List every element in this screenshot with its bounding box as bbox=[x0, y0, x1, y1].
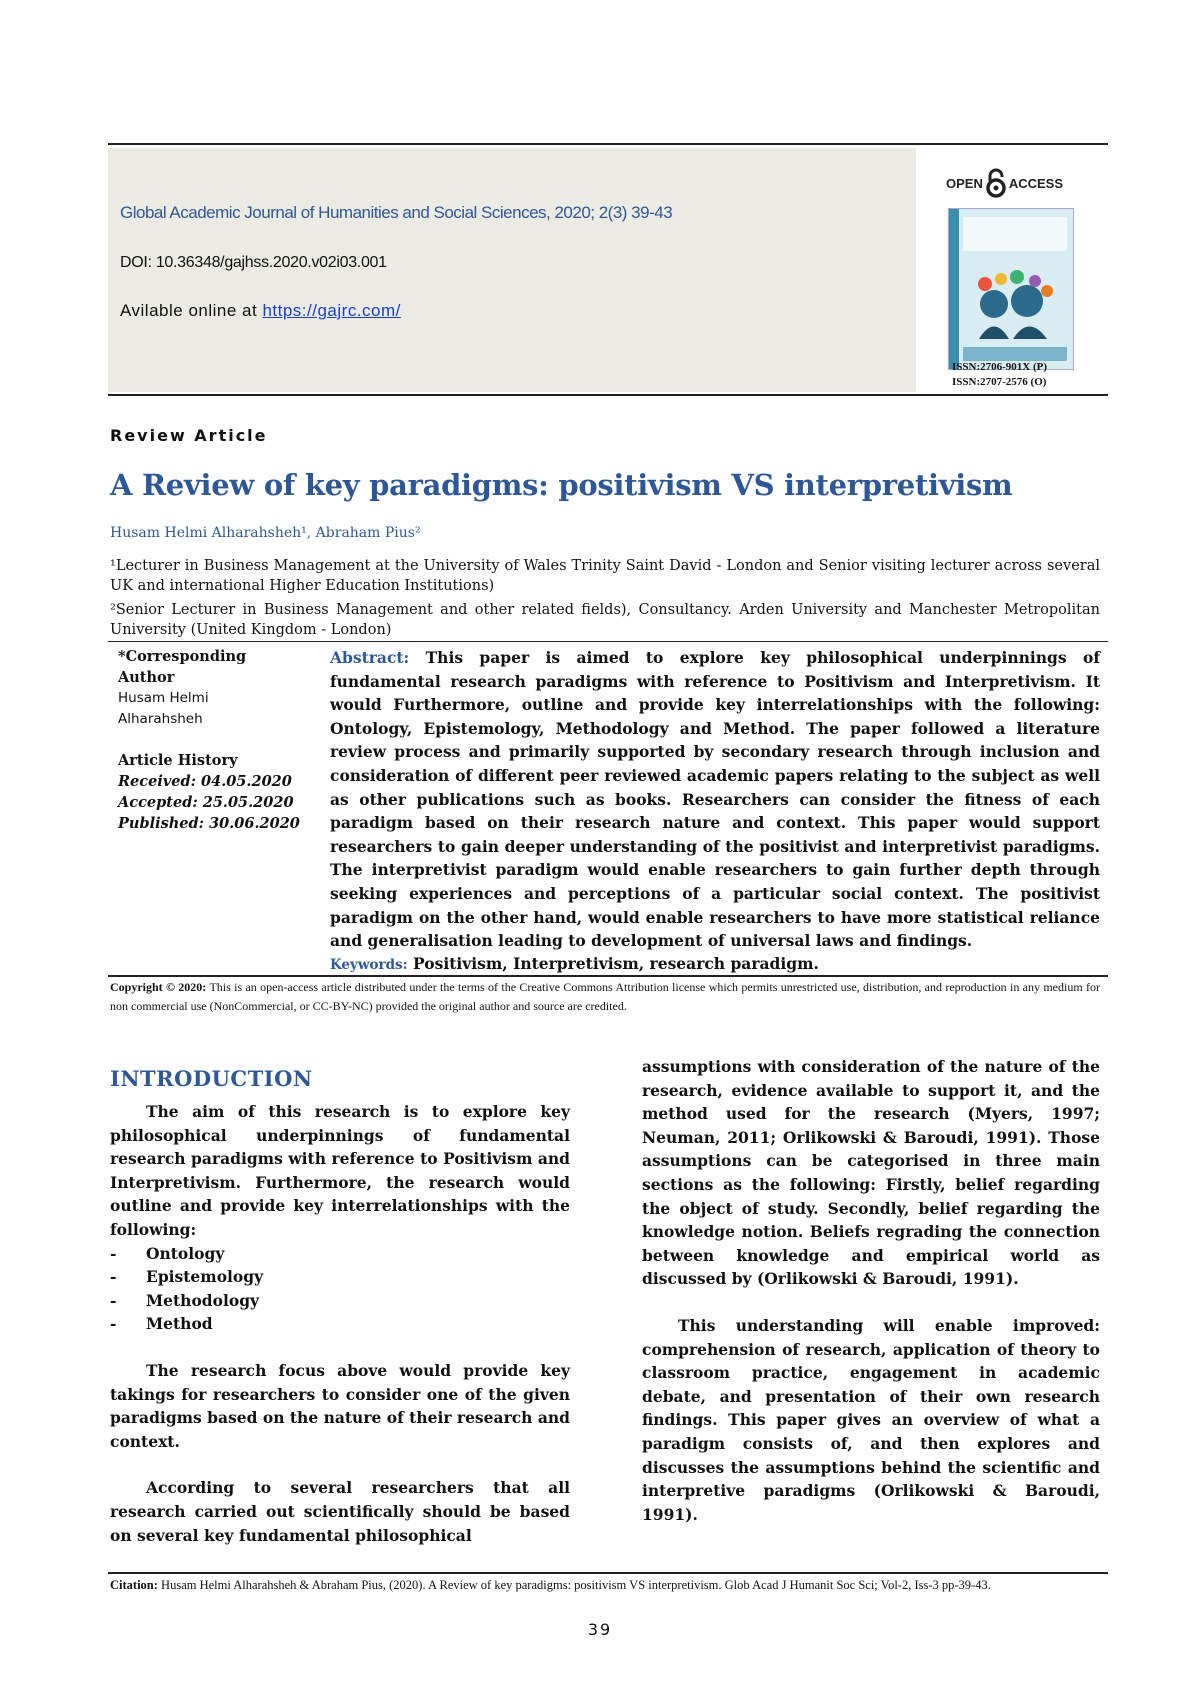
open-lock-icon bbox=[985, 168, 1007, 198]
corresponding-label-1: *Corresponding bbox=[118, 648, 247, 665]
keywords bbox=[330, 954, 819, 973]
corresponding-name-2: Alharahsheh bbox=[118, 711, 203, 727]
left-column bbox=[110, 1100, 570, 1547]
available-prefix: Avilable online at bbox=[120, 301, 263, 320]
section-title: INTRODUCTION bbox=[110, 1066, 313, 1091]
published-date: Published: 30.06.2020 bbox=[118, 815, 300, 832]
journal-citation: Global Academic Journal of Humanities and Social Sciences, 2020; 2(3) 39-43 bbox=[120, 203, 673, 222]
right-paragraph-2: This understanding will enable improved: comprehension of research, application of theory to classroom practice, engagement in academic debate, and presentation of their own research findings. This paper gives an overview of what a paradigm consists of, and then explores and discusses the assumptions behind the scientific and interpretive paradigms (Orlikowski & Baroudi, 1991). bbox=[642, 1315, 1100, 1524]
open-access-left-text: OPEN bbox=[946, 175, 983, 191]
open-access-right-text: ACCESS bbox=[1008, 175, 1064, 191]
journal-cover-image bbox=[948, 208, 1074, 370]
right-paragraph-1: assumptions with consideration of the nature of the research, evidence available to support it, and the method used for the research (Myers, 1997; Neuman, 2011; Orlikowski & Baroudi, 1991). Those assumptions can be categorised in three main sections as the following: Firstly, belief regarding the object of study. Secondly, belief regarding the knowledge notion. Beliefs regrading the connection between knowledge and empirical world as discussed by (Orlikowski & Baroudi, 1991). bbox=[642, 1057, 1100, 1289]
journal-website-link[interactable]: https://gajrc.com/ bbox=[262, 301, 401, 320]
right-column bbox=[642, 1055, 1100, 1526]
issn-online: ISSN:2707-2576 (O) bbox=[952, 376, 1047, 388]
left-paragraph-1: The aim of this research is to explore key philosophical underpinnings of fundamental research paradigms with reference to Positivism and Interpretivism. Furthermore, the research would outline and provide key interrelationships with the following: bbox=[110, 1102, 570, 1239]
page-number: 39 bbox=[587, 1620, 613, 1639]
meta-bottom-rule bbox=[108, 975, 1108, 977]
citation-label: Citation: bbox=[110, 1578, 158, 1592]
affiliation-2: ²Senior Lecturer in Business Management and other related fields), Consultancy. Arden University and Manchester Metropolitan University (United Kingdom - London) bbox=[110, 602, 1100, 638]
copyright-label: Copyright © 2020: bbox=[110, 980, 207, 994]
affiliation-1: ¹Lecturer in Business Management at the University of Wales Trinity Saint David - London and Senior visiting lecturer across several UK and international Higher Education Institutions) bbox=[110, 558, 1100, 594]
left-paragraph-2: The research focus above would provide key takings for researchers to consider one of the given paradigms based on the nature of their research and context. bbox=[110, 1360, 570, 1451]
abstract bbox=[330, 646, 1100, 953]
history-label: Article History bbox=[118, 752, 238, 769]
header-top-rule bbox=[108, 143, 1108, 145]
list-item: - Methodology bbox=[110, 1290, 260, 1310]
authors: Husam Helmi Alharahsheh¹, Abraham Pius² bbox=[110, 525, 421, 541]
keywords-text: Positivism, Interpretivism, research paradigm. bbox=[413, 954, 819, 973]
copyright-notice bbox=[110, 978, 1100, 1016]
paradigm-list bbox=[110, 1242, 570, 1336]
citation bbox=[110, 1576, 1100, 1595]
meta-top-rule bbox=[108, 641, 1108, 642]
issn-print: ISSN:2706-901X (P) bbox=[952, 361, 1048, 373]
footer-rule bbox=[108, 1572, 1108, 1574]
article-title: A Review of key paradigms: positivism VS interpretivism bbox=[110, 468, 1013, 502]
available-online bbox=[120, 301, 401, 321]
article-type: Review Article bbox=[110, 426, 268, 445]
corresponding-name-1: Husam Helmi bbox=[118, 690, 209, 706]
abstract-text: This paper is aimed to explore key philosophical underpinnings of fundamental research paradigms with reference to Positivism and Interpretivism. It would Furthermore, outline and provide key interrelationships with the following: Ontology, Epistemology, Methodology and Method. The paper followed a literature review process and primarily supported by secondary research through inclusion and consideration of different peer reviewed academic papers relating to the subject as well as other publications such as books. Researchers can consider the fitness of each paradigm based on their research nature and context. This paper would support researchers to gain deeper understanding of the positivist and interpretivist paradigms. The interpretivist paradigm would enable researchers to gain further depth through seeking experiences and perceptions of a particular social context. The positivist paradigm on the other hand, would enable researchers to have more statistical reliance and generalisation leading to development of universal laws and findings. bbox=[330, 648, 1100, 951]
copyright-text: This is an open-access article distributed under the terms of the Creative Commons Attribution license which permits unrestricted use, distribution, and reproduction in any medium for non commercial use (NonCommercial, or CC-BY-NC) provided the original author and source are credited. bbox=[110, 980, 1100, 1013]
list-item: - Ontology bbox=[110, 1243, 225, 1263]
keywords-label: Keywords: bbox=[330, 957, 408, 973]
header-bottom-rule bbox=[108, 394, 1108, 396]
doi: DOI: 10.36348/gajhss.2020.v02i03.001 bbox=[120, 254, 387, 271]
issn-block bbox=[952, 360, 1047, 390]
open-access-logo bbox=[946, 168, 1063, 198]
corresponding-label-2: Author bbox=[118, 669, 175, 686]
citation-text: Husam Helmi Alharahsheh & Abraham Pius, (2020). A Review of key paradigms: positivism VS interpretivism. Glob Acad J Humanit Soc Sci; Vol-2, Iss-3 pp-39-43. bbox=[161, 1578, 991, 1592]
abstract-label: Abstract: bbox=[330, 648, 410, 667]
left-paragraph-3: According to several researchers that all research carried out scientifically should be based on several key fundamental philosophical bbox=[110, 1478, 570, 1545]
list-item: - Epistemology bbox=[110, 1267, 264, 1287]
accepted-date: Accepted: 25.05.2020 bbox=[118, 794, 294, 811]
article-meta bbox=[118, 646, 308, 834]
received-date: Received: 04.05.2020 bbox=[118, 773, 292, 790]
list-item: - Method bbox=[110, 1314, 213, 1334]
